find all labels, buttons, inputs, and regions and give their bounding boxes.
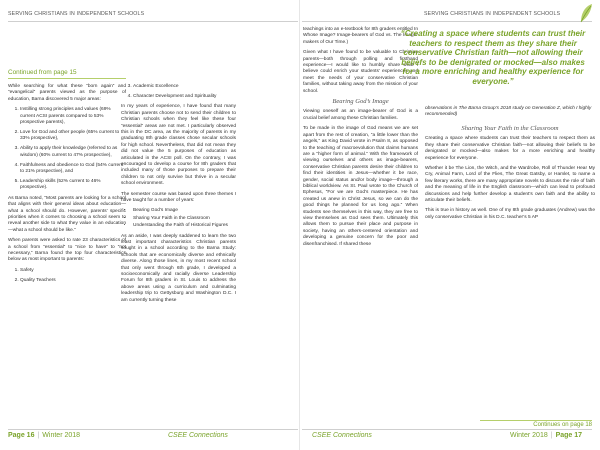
column-1 xyxy=(8,84,126,288)
paragraph: To be made in the image of God means we are set apart from the rest of creation, “a little lower than the angels,” as King David wrote in Psalm 8, as opposed to the teaching of macroevolution that claims humans are a “higher form of animal.” With the framework of viewing ourselves and others as image-bearers, conservative Christian parents desire their children to find their identities in Jesus—whether it be race, gender, social status and/or body image—through a biblical worldview. As St. Paul wrote to the Church of Ephesus, “For we are God’s masterpiece. He has created us anew in Christ Jesus, so we can do the good things he planned for us long ago.” When students see themselves in this way, they are free to view themselves as God sees them. Ultimately this allows them to pursue their place and purpose in society, having an others-centered orientation and developing a genuine concern for the poor and disenfranchised. If shared these xyxy=(303,126,418,247)
paragraph: The semester course was based upon three themes I have taught for a number of years: xyxy=(121,191,236,203)
list-item: • Bearing God’s Image xyxy=(133,208,236,214)
paragraph: Viewing oneself as an image-bearer of God is a crucial belief among these Christian families. xyxy=(303,109,418,121)
list-item: 4. Faithfulness and obedience to God (54% current to 21% prospective), and xyxy=(20,163,126,176)
list-item: 3. Academic Excellence xyxy=(133,84,236,90)
paragraph: Given what I have found to be valuable to Christian parents—both through polling and firsthand experience—I would like to humbly share what I believe could enrich your students’ experiences and meet the needs of your conservative Christian families, without taking away from the mission of your school. xyxy=(303,50,418,94)
footer-separator: | xyxy=(37,432,40,439)
column-4 xyxy=(425,122,595,225)
characteristics-list xyxy=(8,268,126,284)
paragraph: As an aside, I was deeply saddened to learn the two least important characteristics Christian parents sought in a school according to the Barna Study: schools that are economically diverse and ethnically diverse. Along those lines, in my most recent school that only went through 6th grade, I developed a socioeconomically and racially diverse Leadership Forum for 8th graders in St. Louis to address the above areas using a curriculum and culminating leadership trip to Gettysburg and Washington D.C. I am currently turning these xyxy=(121,233,236,303)
list-item: 5. Leadership skills (52% current to 46% prospective). xyxy=(20,179,126,192)
paragraph: When parents were asked to rate 23 characteristics of a school from “essential” to “nice to have” to “not necessary,” Barna found the top four characteristics below as most important to parents: xyxy=(8,238,126,263)
footer-separator: | xyxy=(550,432,553,439)
page-number: Page 16 xyxy=(8,432,35,439)
footer-rule xyxy=(8,429,298,430)
paragraph: As Barna noted, “Most parents are looking for a school that aligns with their general ideas about education—what a school should do. However, parents’ specific priorities when it comes to choosing a school seem to reveal another side to what they value in an education—what a school should be like.” xyxy=(8,195,126,233)
characteristics-list-continued xyxy=(121,84,236,100)
paragraph: While searching for what these “born again” and “evangelical” parents viewed as the purpose of education, Barna discovered 5 major areas: xyxy=(8,84,126,102)
leaf-icon xyxy=(578,2,594,24)
paragraph: teachings into an e-textbook for 8th graders entitled In Whose Image? Image-bearers of God vs. The Image-makers of Our Time.) xyxy=(303,27,418,45)
footer-left xyxy=(8,432,80,439)
header-rule xyxy=(8,21,298,22)
header-rule xyxy=(302,21,592,22)
footer-right xyxy=(510,432,582,439)
running-head: SERVING CHRISTIANS IN INDEPENDENT SCHOOLS xyxy=(424,11,561,17)
footer-rule xyxy=(302,429,592,430)
column-2 xyxy=(121,84,236,308)
citation-note: observations in The Barna Group’s 2018 study on Generation Z, which I highly recommended) xyxy=(425,106,592,118)
purposes-list xyxy=(8,107,126,191)
list-item: 4. Character Development and Spirituality xyxy=(133,94,236,100)
themes-list xyxy=(121,208,236,229)
issue-label: Winter 2018 xyxy=(42,432,81,439)
list-item: 1. Safety xyxy=(20,268,126,274)
pull-quote: “Creating a space where students can trust their teachers to respect them as they share their conservative Christian faith—not allowing their beliefs to be denigrated or mocked—also makes for a more enriching and healthy experience for everyone.” xyxy=(400,29,586,86)
list-item: 1. Instilling strong principles and values (69% current ACSI parents compared to 53% prospective parents), xyxy=(20,107,126,126)
list-item: • Sharing Your Faith in the Classroom xyxy=(133,216,236,222)
publication-name: CSEE Connections xyxy=(312,432,372,439)
continues-on-label: Continues on page 18 xyxy=(480,420,592,429)
issue-label: Winter 2018 xyxy=(510,432,548,439)
continued-from-label: Continued from page 15 xyxy=(8,68,126,79)
section-heading: Bearing God’s Image xyxy=(332,98,389,106)
paragraph: This is true in history as well. One of my 8th grade graduates (Andrew) was the only conservative Christian in his D.C. teacher’s 5 AP xyxy=(425,208,595,220)
paragraph: Whether it be The Lion, the Witch, and the Wardrobe, Roll of Thunder Hear My Cry, Animal Farm, Lord of the Flies, The Great Gatsby, or Hamlet, to name a few literary works, there are many appropriate novels to discuss the role of faith and the meaning of life in the English classroom—which can lead to profound discussions and help further develop a student’s own faith and the ability to articulate their beliefs. xyxy=(425,166,595,204)
list-item: 2. Love for God and other people (65% current to 33% prospective), xyxy=(20,130,126,143)
section-heading: Sharing Your Faith in the Classroom xyxy=(461,125,559,132)
list-item: 2. Quality Teachers xyxy=(20,278,126,284)
page-number: Page 17 xyxy=(555,432,583,439)
paragraph: In my years of experience, I have found that many Christian parents choose not to send their children to Christian schools when they feel like these four “essential” areas are not met. I particularly observed this in the DC area, as the majority of parents in my graduating 8th grade classes chose secular schools for high school. Nevertheless, that did not mean they did not value the 5 purposes of education as articulated in the ACSI poll. On the contrary, I was encouraged to develop a course for 8th graders that included many of those purposes to prepare their children to not only survive but thrive in a secular school environment. xyxy=(121,104,236,187)
running-head: SERVING CHRISTIANS IN INDEPENDENT SCHOOLS xyxy=(8,11,145,17)
list-item: 3. Ability to apply their knowledge (referred to as wisdom) (60% current to 47% prospective), xyxy=(20,146,126,159)
paragraph: Creating a space where students can trust their teachers to respect them as they share their conservative Christian faith—not allowing their beliefs to be denigrated or mocked—also makes for a more enriching and healthy experience for everyone. xyxy=(425,136,595,161)
publication-name: CSEE Connections xyxy=(168,432,228,439)
list-item: • Understanding the Faith of Historical Figures xyxy=(133,223,236,229)
